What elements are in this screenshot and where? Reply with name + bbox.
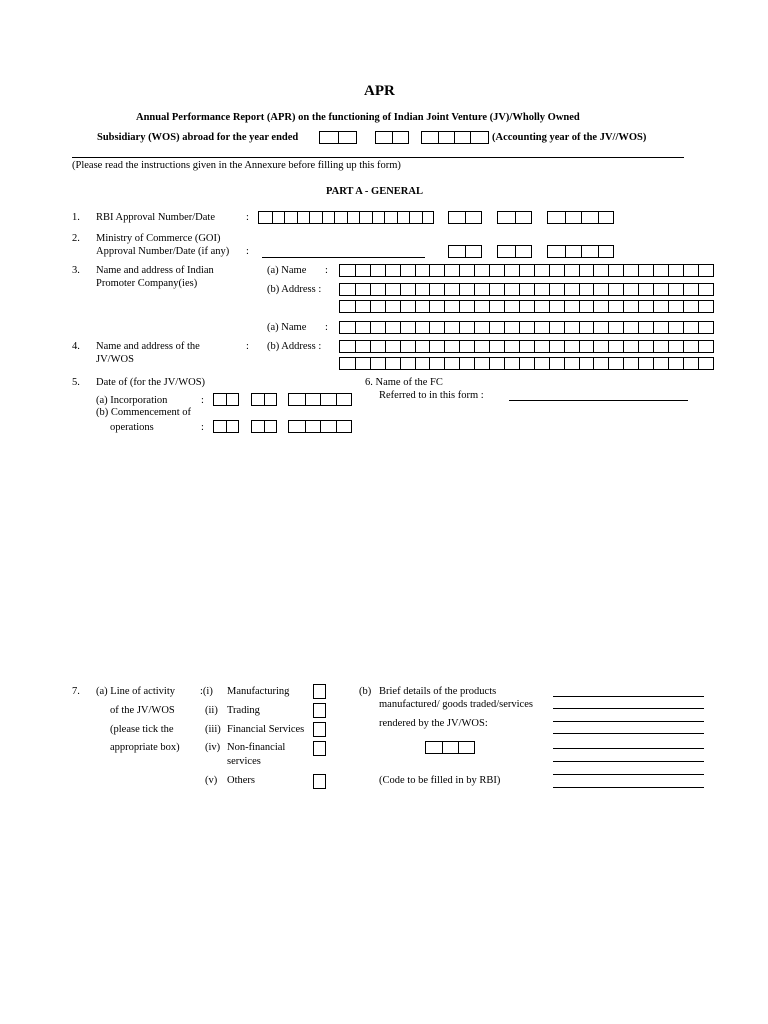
q7-option-2-code: (ii) <box>205 705 218 716</box>
q5b-year-field[interactable] <box>288 420 352 433</box>
q2-label-line2: Approval Number/Date (if any) <box>96 246 230 257</box>
q7b-details-line-4[interactable] <box>553 733 704 734</box>
q2-number: 2. <box>72 233 80 244</box>
header-divider <box>72 157 684 158</box>
report-subtitle-line1: Annual Performance Report (APR) on the functioning of Indian Joint Venture (JV)/Wholly Owned <box>136 112 580 123</box>
q7b-label-line2: manufactured/ goods traded/services <box>379 699 533 710</box>
year-ended-month-field[interactable] <box>375 131 409 144</box>
q5a-day-field[interactable] <box>213 393 239 406</box>
q7-rbi-code-field[interactable] <box>425 741 475 754</box>
q7b-details-line-5[interactable] <box>553 748 704 749</box>
q7-option-1-label: Manufacturing <box>227 686 290 697</box>
report-subtitle-line2-left: Subsidiary (WOS) abroad for the year ended <box>97 132 299 143</box>
q2-label-line1: Ministry of Commerce (GOI) <box>96 233 221 244</box>
q5a-year-field[interactable] <box>288 393 352 406</box>
q7-option-5-code: (v) <box>205 775 218 786</box>
q7-option-4-label-line2: services <box>227 756 261 767</box>
q7b-details-line-6[interactable] <box>553 761 704 762</box>
q5b-commencement-label-line1: (b) Commencement of <box>96 407 192 418</box>
q2-date-year-field[interactable] <box>547 245 614 258</box>
q4-jv-name-field[interactable] <box>339 321 714 334</box>
q7b-label-line3: rendered by the JV/WOS: <box>379 718 488 729</box>
q7-option-5-label: Others <box>227 775 255 786</box>
q3-address-label: (b) Address : <box>267 284 322 295</box>
q3-promoter-address-field-1[interactable] <box>339 283 714 296</box>
q5b-month-field[interactable] <box>251 420 277 433</box>
q7-option-3-code: (iii) <box>205 724 221 735</box>
q4-address-label: (b) Address : <box>267 341 322 352</box>
q4-name-colon: : <box>325 322 328 333</box>
q2-date-day-field[interactable] <box>448 245 482 258</box>
q7b-details-line-1[interactable] <box>553 696 704 697</box>
q7b-details-line-8[interactable] <box>553 787 704 788</box>
q5-number: 5. <box>72 377 80 388</box>
q2-colon: : <box>246 246 249 257</box>
q4-colon: : <box>246 341 249 352</box>
q1-date-year-field[interactable] <box>547 211 614 224</box>
q1-rbi-approval-number-field[interactable] <box>258 211 434 224</box>
q4-jv-address-field-1[interactable] <box>339 340 714 353</box>
q5a-month-field[interactable] <box>251 393 277 406</box>
q5b-commencement-label-line2: operations <box>110 422 154 433</box>
q7-others-checkbox[interactable] <box>313 774 326 789</box>
q3-name-label: (a) Name <box>267 265 307 276</box>
q7a-label-line4: appropriate box) <box>110 742 180 753</box>
q7a-label-line1: (a) Line of activity <box>96 686 176 697</box>
q7-option-4-code: (iv) <box>205 742 221 753</box>
q1-label: RBI Approval Number/Date <box>96 212 215 223</box>
q7-non-financial-services-checkbox[interactable] <box>313 741 326 756</box>
q5b-colon: : <box>201 422 204 433</box>
q7b-details-line-3[interactable] <box>553 721 704 722</box>
q4-name-label: (a) Name <box>267 322 307 333</box>
year-ended-day-field[interactable] <box>319 131 357 144</box>
q7b-details-line-7[interactable] <box>553 774 704 775</box>
q3-label-line1: Name and address of Indian <box>96 265 214 276</box>
q4-number: 4. <box>72 341 80 352</box>
q1-date-month-field[interactable] <box>497 211 532 224</box>
year-ended-year-field[interactable] <box>421 131 489 144</box>
q7b-details-line-2[interactable] <box>553 708 704 709</box>
q4-label-line2: JV/WOS <box>96 354 134 365</box>
q7-manufacturing-checkbox[interactable] <box>313 684 326 699</box>
q7-option-2-label: Trading <box>227 705 260 716</box>
q5-label: Date of (for the JV/WOS) <box>96 377 206 388</box>
q6-fc-name-line[interactable] <box>509 400 688 401</box>
q2-date-month-field[interactable] <box>497 245 532 258</box>
q7a-label-line3: (please tick the <box>110 724 174 735</box>
q1-number: 1. <box>72 212 80 223</box>
q7-option-1-code: :(i) <box>200 686 213 697</box>
q3-promoter-name-field[interactable] <box>339 264 714 277</box>
instructions-note: (Please read the instructions given in the Annexure before filling up this form) <box>72 160 401 171</box>
q3-name-colon: : <box>325 265 328 276</box>
q5a-incorporation-label: (a) Incorporation <box>96 395 168 406</box>
q2-approval-number-line[interactable] <box>262 257 425 258</box>
q5b-day-field[interactable] <box>213 420 239 433</box>
q3-number: 3. <box>72 265 80 276</box>
q6-label-line1: 6. Name of the FC <box>365 377 443 388</box>
q3-label-line2: Promoter Company(ies) <box>96 278 198 289</box>
q1-date-day-field[interactable] <box>448 211 482 224</box>
q6-label-line2: Referred to in this form : <box>379 390 484 401</box>
q7-financial-services-checkbox[interactable] <box>313 722 326 737</box>
q3-promoter-address-field-2[interactable] <box>339 300 714 313</box>
q7b-label-line1: Brief details of the products <box>379 686 497 697</box>
q4-jv-address-field-2[interactable] <box>339 357 714 370</box>
part-a-heading: PART A - GENERAL <box>326 186 423 197</box>
q7-number: 7. <box>72 686 80 697</box>
q7-option-3-label: Financial Services <box>227 724 305 735</box>
q7-option-4-label: Non-financial <box>227 742 286 753</box>
q4-label-line1: Name and address of the <box>96 341 200 352</box>
q7b-code: (b) <box>359 686 372 697</box>
accounting-year-note: (Accounting year of the JV//WOS) <box>492 132 647 143</box>
q5a-colon: : <box>201 395 204 406</box>
page-title: APR <box>364 83 395 99</box>
q7-rbi-code-note: (Code to be filled in by RBI) <box>379 775 501 786</box>
q1-colon: : <box>246 212 249 223</box>
q7a-label-line2: of the JV/WOS <box>110 705 175 716</box>
q7-trading-checkbox[interactable] <box>313 703 326 718</box>
